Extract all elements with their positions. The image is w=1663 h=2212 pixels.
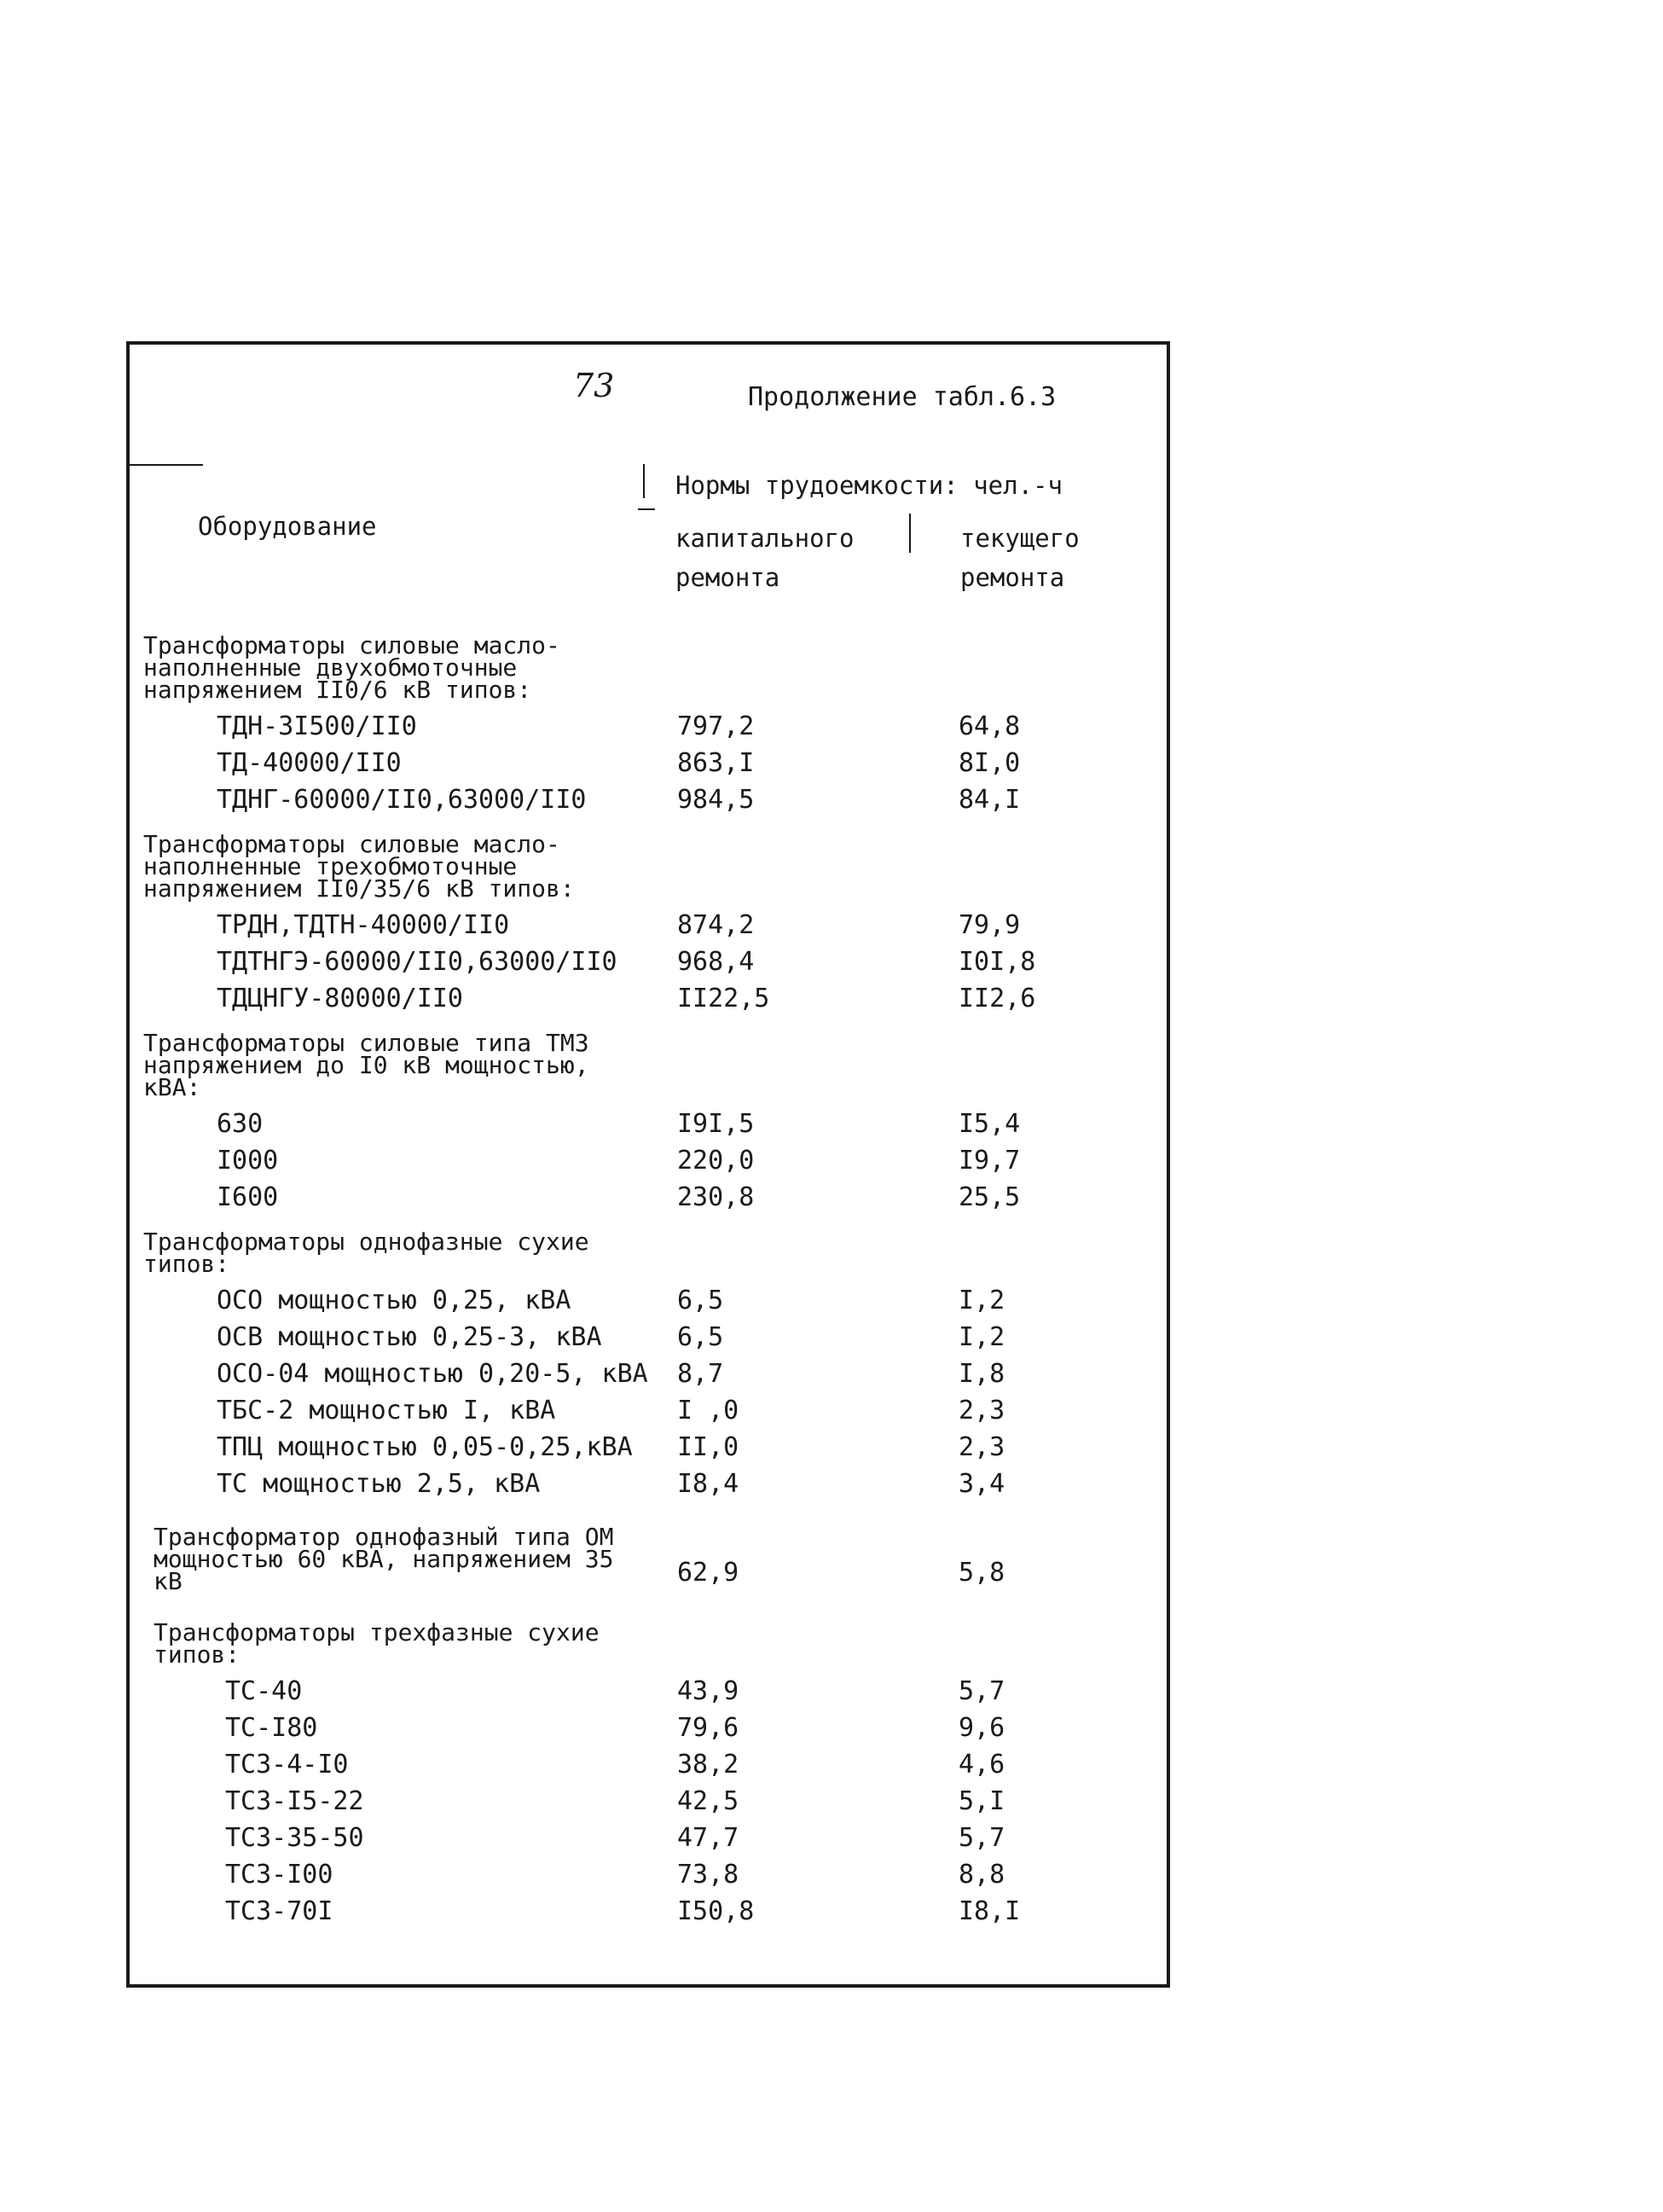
capital-value: I9I,5: [677, 1109, 755, 1139]
header-current-repair: текущего ремонта: [960, 524, 1080, 592]
table-row: [130, 1523, 1167, 1595]
table-row: [130, 1856, 1167, 1893]
current-value: 9,6: [959, 1713, 1005, 1743]
current-value: I,2: [959, 1286, 1005, 1315]
equipment-name: ТДН-3I500/II0: [217, 711, 417, 741]
equipment-name: ТДЦНГУ-80000/II0: [217, 984, 463, 1013]
table-row: [130, 1179, 1167, 1216]
equipment-name: ТСЗ-70I: [225, 1896, 333, 1926]
table-row: [130, 1319, 1167, 1356]
current-value: I0I,8: [959, 947, 1036, 977]
current-value: 5,7: [959, 1823, 1005, 1853]
equipment-name: 630: [217, 1109, 264, 1139]
capital-value: 863,I: [677, 748, 755, 778]
table-row: [130, 1710, 1167, 1746]
equipment-name: ТБС-2 мощностью I, кВА: [217, 1396, 556, 1425]
table-row: [130, 1142, 1167, 1179]
table-body: [130, 631, 1167, 1930]
capital-value: I50,8: [677, 1896, 755, 1926]
capital-value: 62,9: [677, 1558, 739, 1588]
current-value: 2,3: [959, 1396, 1005, 1425]
table-frame: [126, 341, 1170, 1988]
table-row: [130, 781, 1167, 818]
capital-value: 8,7: [677, 1359, 724, 1389]
equipment-name: ОСО мощностью 0,25, кВА: [217, 1286, 571, 1315]
equipment-name: ТДТНГЭ-60000/II0,63000/II0: [217, 947, 617, 977]
equipment-group: [130, 631, 1167, 818]
table-row: [130, 1392, 1167, 1429]
equipment-name: ТС-40: [225, 1676, 303, 1706]
current-value: I9,7: [959, 1146, 1021, 1176]
capital-value: II22,5: [677, 984, 770, 1013]
header-rule: [130, 464, 203, 466]
current-value: 4,6: [959, 1750, 1005, 1779]
group-title: Трансформаторы силовые масло-наполненные трехобмоточные напряжением II0/35/6 кВ типов:: [143, 830, 575, 903]
table-row: [130, 980, 1167, 1017]
table-row: [130, 708, 1167, 745]
header-tick: [638, 508, 655, 510]
table-continuation-caption: Продолжение табл.6.3: [748, 382, 1057, 412]
capital-value: 6,5: [677, 1322, 724, 1352]
capital-value: 42,5: [677, 1786, 739, 1816]
current-value: I5,4: [959, 1109, 1021, 1139]
capital-value: 38,2: [677, 1750, 739, 1779]
group-title: Трансформаторы однофазные сухие типов:: [143, 1228, 589, 1278]
current-value: I8,I: [959, 1896, 1021, 1926]
table-row: [130, 1429, 1167, 1466]
current-value: 25,5: [959, 1182, 1021, 1212]
current-value: 5,I: [959, 1786, 1005, 1816]
current-value: II2,6: [959, 984, 1036, 1013]
table-row: [130, 1356, 1167, 1392]
capital-value: 874,2: [677, 910, 755, 940]
capital-value: 73,8: [677, 1860, 739, 1890]
current-value: I,2: [959, 1322, 1005, 1352]
capital-value: 6,5: [677, 1286, 724, 1315]
capital-value: 984,5: [677, 785, 755, 815]
capital-value: I8,4: [677, 1469, 739, 1499]
capital-value: 230,8: [677, 1182, 755, 1212]
group-title: Трансформаторы силовые масло-наполненные двухобмоточные напряжением II0/6 кВ типов:: [143, 631, 560, 704]
equipment-name: ТСЗ-35-50: [225, 1823, 364, 1853]
current-value: 64,8: [959, 711, 1021, 741]
capital-value: II,0: [677, 1432, 739, 1462]
capital-value: 79,6: [677, 1713, 739, 1743]
equipment-group: [130, 1228, 1167, 1502]
header-capital-repair: капитального ремонта: [675, 524, 855, 592]
current-value: 8,8: [959, 1860, 1005, 1890]
capital-value: 47,7: [677, 1823, 739, 1853]
table-row: [130, 1466, 1167, 1502]
current-value: 2,3: [959, 1432, 1005, 1462]
current-value: 5,7: [959, 1676, 1005, 1706]
equipment-name: ТДНГ-60000/II0,63000/II0: [217, 785, 587, 815]
equipment-name: ОСО-04 мощностью 0,20-5, кВА: [217, 1359, 648, 1389]
equipment-name: ОСВ мощностью 0,25-3, кВА: [217, 1322, 602, 1352]
equipment-name: Трансформатор однофазный типа ОМ мощностью 60 кВА, напряжением 35 кВ: [154, 1523, 614, 1595]
equipment-group: [130, 1618, 1167, 1930]
table-row: [130, 1282, 1167, 1319]
equipment-group: [130, 830, 1167, 1017]
equipment-name: ТСЗ-I00: [225, 1860, 333, 1890]
current-value: 5,8: [959, 1558, 1005, 1588]
table-row: [130, 1746, 1167, 1783]
table-row: [130, 907, 1167, 943]
header-norms: Нормы трудоемкости: чел.-ч: [675, 471, 1063, 500]
equipment-name: I600: [217, 1182, 279, 1212]
page-number: 73: [573, 367, 615, 404]
header-column-divider: [909, 514, 911, 553]
table-row: [130, 943, 1167, 980]
group-title: Трансформаторы силовые типа ТМЗ напряжением до I0 кВ мощностью, кВА:: [143, 1029, 589, 1101]
table-row: [130, 745, 1167, 781]
current-value: 79,9: [959, 910, 1021, 940]
equipment-name: ТС мощностью 2,5, кВА: [217, 1469, 541, 1499]
header-tick: [643, 464, 645, 498]
equipment-name: ТРДН,ТДТН-40000/II0: [217, 910, 510, 940]
current-value: 8I,0: [959, 748, 1021, 778]
group-title: Трансформаторы трехфазные сухие типов:: [154, 1618, 600, 1669]
equipment-name: ТСЗ-4-I0: [225, 1750, 349, 1779]
header-equipment: Оборудование: [198, 512, 377, 541]
capital-value: 797,2: [677, 711, 755, 741]
equipment-name: ТС-I80: [225, 1713, 318, 1743]
equipment-group: [130, 1029, 1167, 1216]
equipment-name: I000: [217, 1146, 279, 1176]
equipment-name: ТД-40000/II0: [217, 748, 402, 778]
current-value: 3,4: [959, 1469, 1005, 1499]
capital-value: 968,4: [677, 947, 755, 977]
table-row: [130, 1783, 1167, 1820]
equipment-name: ТПЦ мощностью 0,05-0,25,кВА: [217, 1432, 633, 1462]
capital-value: 43,9: [677, 1676, 739, 1706]
capital-value: 220,0: [677, 1146, 755, 1176]
current-value: I,8: [959, 1359, 1005, 1389]
table-row: [130, 1820, 1167, 1856]
table-row: [130, 1673, 1167, 1710]
current-value: 84,I: [959, 785, 1021, 815]
equipment-name: ТСЗ-I5-22: [225, 1786, 364, 1816]
table-row: [130, 1893, 1167, 1930]
table-row: [130, 1106, 1167, 1142]
capital-value: I ,0: [677, 1396, 739, 1425]
